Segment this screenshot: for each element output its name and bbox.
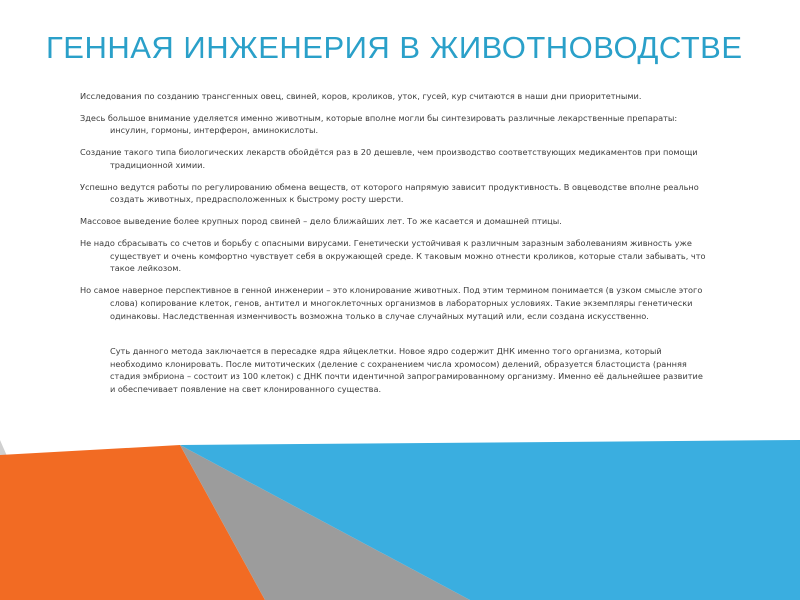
paragraph-metabolism: Успешно ведутся работы по регулированию обмена веществ, от которого напрямую зависит продуктивность. В овцеводстве вполне реально создать животных, предрасположенных к быстрому росту шерсти. <box>80 181 699 205</box>
slide-title: ГЕННАЯ ИНЖЕНЕРИЯ В ЖИВОТНОВОДСТВЕ <box>46 30 743 65</box>
paragraph-drug-synthesis: Здесь большое внимание уделяется именно животным, которые вполне могли бы синтезировать различные лекарственные препараты: инсулин, гормоны, интерферон, аминокислоты. <box>80 112 678 136</box>
paragraph-cost: Создание такого типа биологических лекарств обойдётся раз в 20 дешевле, чем производство соответствующих медикаментов при помощи традиционной химии. <box>80 147 698 170</box>
slide-body <box>80 90 710 405</box>
paragraph-cloning: Но самое наверное перспективное в генной инженерии – это клонирование животных. Под этим термином понимается (в узком смысле этого слова) копирование клеток, генов, антител и многоклеточных организмов в лабораторных условиях. Такие экземпляры генетически одинаковы. Наследственная изменчивость возможна только в случае случайных мутаций или, если создана искусственно. <box>80 285 703 321</box>
paragraph-viruses: Не надо сбрасывать со счетов и борьбу с опасными вирусами. Генетически устойчивая к различным заразным заболеваниям живность уже существует и очень комфортно чувствует себя в окружающей среде. К таковым можно отнести кроликов, которые стали забывать, что такое лейкозом. <box>80 238 706 274</box>
paragraph-pig-breeding: Массовое выведение более крупных пород свиней – дело ближайших лет. То же касается и домашней птицы. <box>80 216 562 227</box>
paragraph-transgenic-animals: Исследования по созданию трансгенных овец, свиней, коров, кроликов, уток, гусей, кур считаются в наши дни приоритетными. <box>80 91 642 101</box>
paragraph-cloning-method: Суть данного метода заключается в пересадке ядра яйцеклетки. Новое ядро содержит ДНК именно того организма, который необходимо клонировать. После митотических (деление с сохранением числа хромосом) делений, образуется бластоциста (ранняя стадия эмбриона – состоит из 100 клеток) с ДНК почти идентичной запрограмированному организму. Именно её дальнейшее развитие и обеспечивает появление на свет клонированного существа. <box>110 346 703 394</box>
